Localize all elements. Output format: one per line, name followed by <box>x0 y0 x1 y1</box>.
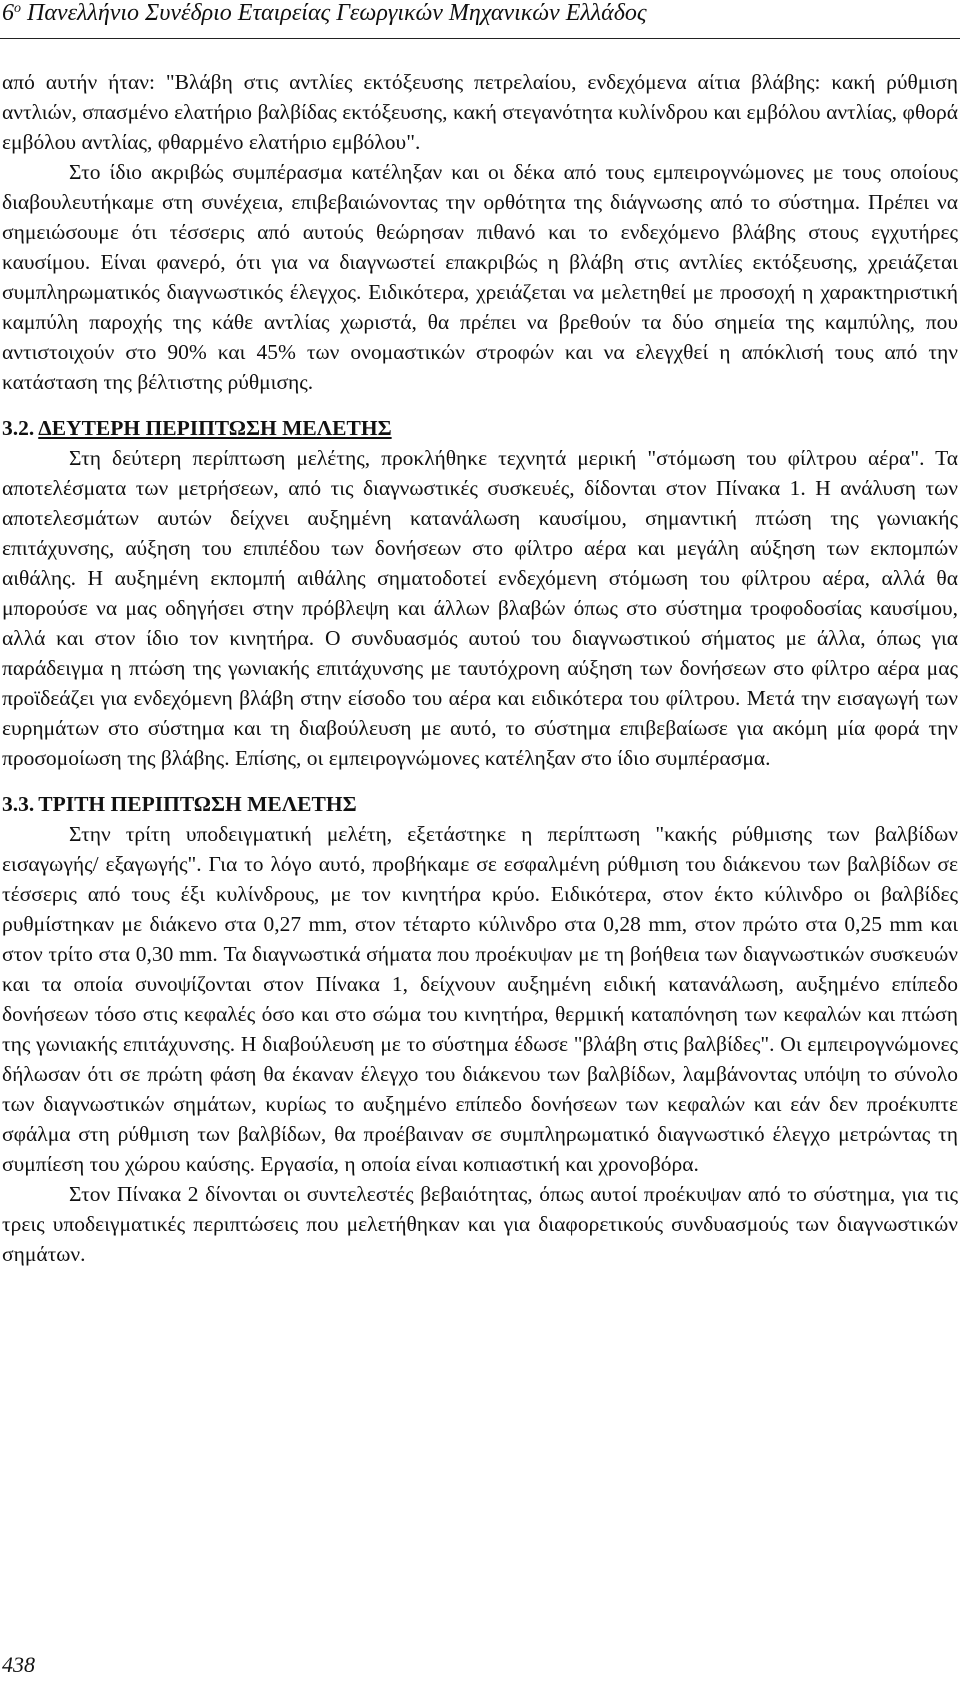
section-number: 3.2. <box>2 416 35 440</box>
section-heading-3-2 <box>2 413 958 443</box>
paragraph-table-2-intro: Στον Πίνακα 2 δίνονται οι συντελεστές βεβαιότητας, όπως αυτοί προέκυψαν από το σύστημα, για τις τρεις υποδειγματικές περιπτώσεις που μελετήθηκαν και για διαφορετικούς συνδυασμούς των διαγνωστικών σημάτων. <box>2 1182 958 1266</box>
section-spacer <box>2 773 958 789</box>
section-spacer <box>2 397 958 413</box>
conference-name: Πανελλήνιο Συνέδριο Εταιρείας Γεωργικών Μηχανικών Ελλάδος <box>21 0 647 26</box>
section-number: 3.3. <box>2 792 35 816</box>
conference-ordinal-suffix: ο <box>14 1 21 16</box>
running-header <box>0 0 960 39</box>
page-body <box>2 67 958 1269</box>
section-title: ΤΡΙΤΗ ΠΕΡΙΠΤΩΣΗ ΜΕΛΕΤΗΣ <box>38 792 357 816</box>
paragraph-third-case: Στην τρίτη υποδειγματική μελέτη, εξετάστηκε η περίπτωση "κακής ρύθμισης των βαλβίδων εισαγωγής/ εξαγωγής". Για το λόγο αυτό, προβήκαμε σε εσφαλμένη ρύθμιση του διάκενου των βαλβίδων σε τέσσερις από τους έξι κυλίνδρους, με τον κινητήρα κρύο. Ειδικότερα, στον έκτο κύλινδρο οι βαλβίδες ρυθμίστηκαν με διάκενο στα 0,27 mm, στον τέταρτο κύλινδρο στα 0,28 mm, στον πρώτο στα 0,25 mm και στον τρίτο στα 0,30 mm. Τα διαγνωστικά σήματα που προέκυψαν με τη βοήθεια των διαγνωστικών συσκευών και τα οποία συνοψίζονται στον Πίνακα 1, δείχνουν αυξημένη ειδική κατανάλωση, αυξημένο επίπεδο δονήσεων τόσο στις κεφαλές όσο και στο σώμα του κινητήρα, θερμική καταπόνηση των κεφαλών και πτώση της γωνιακής επιτάχυνσης. Η διαβούλευση με το σύστημα έδωσε "βλάβη στις βαλβίδες". Οι εμπειρογνώμονες δήλωσαν ότι σε πρώτη φάση θα έκαναν έλεγχο του διάκενου των βαλβίδων, λαμβάνοντας υπόψη το σύνολο των διαγνωστικών σημάτων, κυρίως το αυξημένο επίπεδο δονήσεων των κεφαλών και εάν δεν προέκυπτε σφάλμα στη ρύθμιση των βαλβίδων, θα προέβαιναν σε συμπληρωματικό διαγνωστικό έλεγχο μετρώντας τη συμπίεση του χώρου καύσης. Εργασία, η οποία είναι κοπιαστική και χρονοβόρα. <box>2 822 958 1176</box>
section-title: ΔΕΥΤΕΡΗ ΠΕΡΙΠΤΩΣΗ ΜΕΛΕΤΗΣ <box>38 416 392 440</box>
conference-ordinal: 6 <box>2 0 14 26</box>
paragraph-second-case: Στη δεύτερη περίπτωση μελέτης, προκλήθηκε τεχνητά μερική "στόμωση του φίλτρου αέρα". Τα αποτελέσματα των μετρήσεων, από τις διαγνωστικές συσκευές, δίδονται στον Πίνακα 1. Η ανάλυση των αποτελεσμάτων αυτών δείχνει αυξημένη κατανάλωση καυσίμου, σημαντική πτώση της γωνιακής επιτάχυνσης, αύξηση του επιπέδου των δονήσεων στο φίλτρο αέρα και μεγάλη αύξηση των εκπομπών αιθάλης. Η αυξημένη εκπομπή αιθάλης σηματοδοτεί ενδεχόμενη στόμωση του φίλτρου αέρα, αλλά θα μπορούσε να μας οδηγήσει στην πρόβλεψη και άλλων βλαβών όπως στο σύστημα τροφοδοσίας καυσίμου, αλλά και στον ίδιο τον κινητήρα. Ο συνδυασμός αυτού του διαγνωστικού σήματος με άλλα, όπως για παράδειγμα η πτώση της γωνιακής επιτάχυνσης με ταυτόχρονη αύξηση των δονήσεων στο φίλτρο αέρα μας προϊδεάζει για ενδεχόμενη βλάβη στην είσοδο του αέρα και ειδικότερα του φίλτρου. Μετά την εισαγωγή των ευρημάτων στο σύστημα και τη διαβούλευση με αυτό, το σύστημα επιβεβαίωσε για ακόμη μία φορά την προσομοίωση της βλάβης. Επίσης, οι εμπειρογνώμονες κατέληξαν στο ίδιο συμπέρασμα. <box>2 446 958 770</box>
section-heading-3-3 <box>2 789 958 819</box>
paragraph-expert-agreement: Στο ίδιο ακριβώς συμπέρασμα κατέληξαν και οι δέκα από τους εμπειρογνώμονες με τους οποίους διαβουλευτήκαμε στη συνέχεια, επιβεβαιώνοντας την ορθότητα της διάγνωσης από το σύστημα. Πρέπει να σημειώσουμε ότι τέσσερις από αυτούς θεώρησαν πιθανό και το ενδεχόμενο βλάβης στους εγχυτήρες καυσίμου. Είναι φανερό, ότι για να διαγνωστεί επακριβώς η βλάβη στις αντλίες εκτόξευσης, χρειάζεται συμπληρωματικός διαγνωστικός έλεγχος. Ειδικότερα, χρειάζεται να μελετηθεί με προσοχή η χαρακτηριστική καμπύλη παροχής της κάθε αντλίας χωριστά, θα πρέπει να βρεθούν τα δύο σημεία της καμπύλης, που αντιστοιχούν στο 90% και 45% των ονομαστικών στροφών και να ελεγχθεί η απόκλισή τους από την κατάσταση της βέλτιστης ρύθμισης. <box>2 160 958 394</box>
page-number: 438 <box>2 1652 35 1677</box>
conference-title <box>2 0 647 26</box>
paragraph-continuation: από αυτήν ήταν: "Βλάβη στις αντλίες εκτόξευσης πετρελαίου, ενδεχόμενα αίτια βλάβης: κακή ρύθμιση αντλιών, σπασμένο ελατήριο βαλβίδας εκτόξευσης, κακή στεγανότητα κυλίνδρου και εμβόλου αντλίας, φθορά εμβόλου αντλίας, φθαρμένο ελατήριο εμβόλου". <box>2 70 958 154</box>
